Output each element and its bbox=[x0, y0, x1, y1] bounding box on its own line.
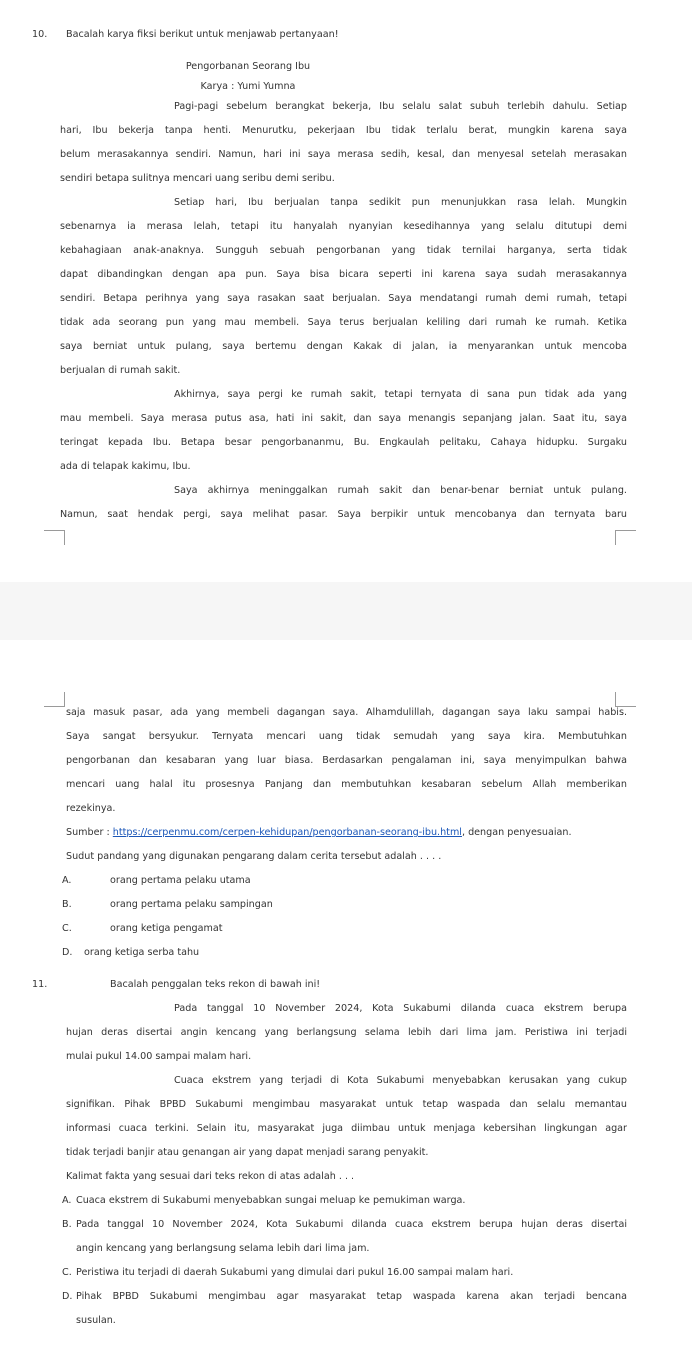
story-line: Saya akhirnya meninggalkan rumah sakit dan benar-benar berniat untuk pulang. bbox=[174, 485, 627, 496]
story-line: mau membeli. Saya merasa putus asa, hati ini sakit, dan saya menangis sepanjang jalan. Saat itu, saya bbox=[60, 413, 627, 424]
option-letter: B. bbox=[62, 899, 72, 910]
option-text: orang pertama pelaku utama bbox=[110, 875, 251, 886]
story-line: pengorbanan dan kesabaran yang luar biasa. Berdasarkan pengalaman ini, saya menyimpulkan bahwa bbox=[66, 755, 627, 766]
option-letter: C. bbox=[62, 923, 72, 934]
story-line: Akhirnya, saya pergi ke rumah sakit, tetapi ternyata di sana pun tidak ada yang bbox=[174, 389, 627, 400]
story-line: sendiri betapa sulitnya mencari uang seribu demi seribu. bbox=[60, 173, 335, 184]
option-text: orang ketiga serba tahu bbox=[84, 947, 200, 958]
question-11-number: 11. bbox=[32, 979, 48, 990]
question-10-prompt: Bacalah karya fiksi berikut untuk menjawab pertanyaan! bbox=[66, 29, 339, 40]
option-letter: C. bbox=[62, 1267, 72, 1278]
option-letter: B. bbox=[62, 1219, 72, 1230]
story-line: teringat kepada Ibu. Betapa besar pengorbananmu, Bu. Engkaulah pelitaku, Cahaya hidupku. Surgaku bbox=[60, 437, 627, 448]
option-text: Pihak BPBD Sukabumi mengimbau agar masyarakat tetap waspada karena akan terjadi bencana bbox=[76, 1291, 627, 1302]
option-text: orang pertama pelaku sampingan bbox=[110, 899, 273, 910]
story-line: Setiap hari, Ibu berjualan tanpa sedikit pun menunjukkan rasa lelah. Mungkin bbox=[174, 197, 627, 208]
story-line: hari, Ibu bekerja tanpa henti. Menurutku, pekerjaan Ibu tidak terlalu berat, mungkin karena saya bbox=[60, 125, 627, 136]
option-text: Cuaca ekstrem di Sukabumi menyebabkan sungai meluap ke pemukiman warga. bbox=[76, 1195, 466, 1206]
crop-mark bbox=[44, 692, 65, 707]
story-line: Saya sangat bersyukur. Ternyata mencari uang tidak semudah yang saya kira. Membutuhkan bbox=[66, 731, 627, 742]
source-link[interactable]: https://cerpenmu.com/cerpen-kehidupan/pengorbanan-seorang-ibu.html bbox=[112, 827, 462, 838]
option-text: angin kencang yang berlangsung selama lebih dari lima jam. bbox=[76, 1243, 370, 1254]
recount-line: Cuaca ekstrem yang terjadi di Kota Sukabumi menyebabkan kerusakan yang cukup bbox=[174, 1075, 627, 1086]
document-page-2 bbox=[0, 640, 692, 1351]
option-text: Peristiwa itu terjadi di daerah Sukabumi yang dimulai dari pukul 16.00 sampai malam hari. bbox=[76, 1267, 514, 1278]
story-line: saja masuk pasar, ada yang membeli dagangan saya. Alhamdulillah, dagangan saya laku sampai habis. bbox=[66, 707, 627, 718]
option-text: orang ketiga pengamat bbox=[110, 923, 223, 934]
story-line: tidak ada seorang pun yang mau membeli. Saya terus berjualan keliling dari rumah ke rumah. Ketika bbox=[60, 317, 627, 328]
question-11-stem: Kalimat fakta yang sesuai dari teks rekon di atas adalah . . . bbox=[66, 1171, 355, 1182]
story-line: Pagi-pagi sebelum berangkat bekerja, Ibu selalu salat subuh terlebih dahulu. Setiap bbox=[174, 101, 627, 112]
story-line: belum merasakannya sendiri. Namun, hari ini saya merasa sedih, kesal, dan menyesal setelah merasakan bbox=[60, 149, 627, 160]
option-letter: A. bbox=[62, 1195, 72, 1206]
question-10-stem: Sudut pandang yang digunakan pengarang dalam cerita tersebut adalah . . . . bbox=[66, 851, 442, 862]
page-gap bbox=[0, 582, 692, 640]
story-line: Namun, saat hendak pergi, saya melihat pasar. Saya berpikir untuk mencobanya dan ternyata baru bbox=[60, 509, 627, 520]
recount-line: Pada tanggal 10 November 2024, Kota Sukabumi dilanda cuaca ekstrem berupa bbox=[174, 1003, 627, 1014]
recount-line: signifikan. Pihak BPBD Sukabumi mengimbau masyarakat untuk tetap waspada dan selalu memantau bbox=[66, 1099, 627, 1110]
source-label: Sumber : bbox=[66, 827, 113, 838]
question-11-prompt: Bacalah penggalan teks rekon di bawah ini! bbox=[110, 979, 321, 990]
crop-mark bbox=[44, 530, 65, 545]
option-text: susulan. bbox=[76, 1315, 116, 1326]
option-text: Pada tanggal 10 November 2024, Kota Sukabumi dilanda cuaca ekstrem berupa hujan deras disertai bbox=[76, 1219, 627, 1230]
crop-mark bbox=[615, 692, 636, 707]
story-line: saya berniat untuk pulang, saya bertemu dengan Kakak di jalan, ia menyarankan untuk mencoba bbox=[60, 341, 627, 352]
document-page-1 bbox=[0, 0, 692, 582]
recount-line: hujan deras disertai angin kencang yang berlangsung selama lebih dari lima jam. Peristiwa ini terjadi bbox=[66, 1027, 627, 1038]
recount-line: mulai pukul 14.00 sampai malam hari. bbox=[66, 1051, 252, 1062]
story-line: ada di telapak kakimu, Ibu. bbox=[60, 461, 191, 472]
story-line: mencari uang halal itu prosesnya Panjang dan membutuhkan kesabaran sebelum Allah memberikan bbox=[66, 779, 627, 790]
recount-line: tidak terjadi banjir atau genangan air yang dapat menjadi sarang penyakit. bbox=[66, 1147, 429, 1158]
option-letter: D. bbox=[62, 947, 73, 958]
story-author: Karya : Yumi Yumna bbox=[200, 81, 296, 92]
story-line: dapat dibandingkan dengan apa pun. Saya bisa bicara seperti ini karena saya sudah merasakannya bbox=[60, 269, 627, 280]
source-suffix: , dengan penyesuaian. bbox=[461, 827, 572, 838]
question-10-number: 10. bbox=[32, 29, 48, 40]
source-citation bbox=[66, 826, 572, 839]
story-line: rezekinya. bbox=[66, 803, 116, 814]
option-letter: A. bbox=[62, 875, 72, 886]
story-title: Pengorbanan Seorang Ibu bbox=[185, 61, 311, 72]
crop-mark bbox=[615, 530, 636, 545]
story-line: sebenarnya ia merasa lelah, tetapi itu hanyalah nyanyian kesedihannya yang selalu ditutupi demi bbox=[60, 221, 627, 232]
story-line: kebahagiaan anak-anaknya. Sungguh sebuah pengorbanan yang tidak ternilai harganya, serta tidak bbox=[60, 245, 627, 256]
recount-line: informasi cuaca terkini. Selain itu, masyarakat juga diimbau untuk menjaga kebersihan lingkungan agar bbox=[66, 1123, 627, 1134]
story-line: berjualan di rumah sakit. bbox=[60, 365, 181, 376]
story-line: sendiri. Betapa perihnya yang saya rasakan saat berjualan. Saya mendatangi rumah demi rumah, tetapi bbox=[60, 293, 627, 304]
option-letter: D. bbox=[62, 1291, 73, 1302]
